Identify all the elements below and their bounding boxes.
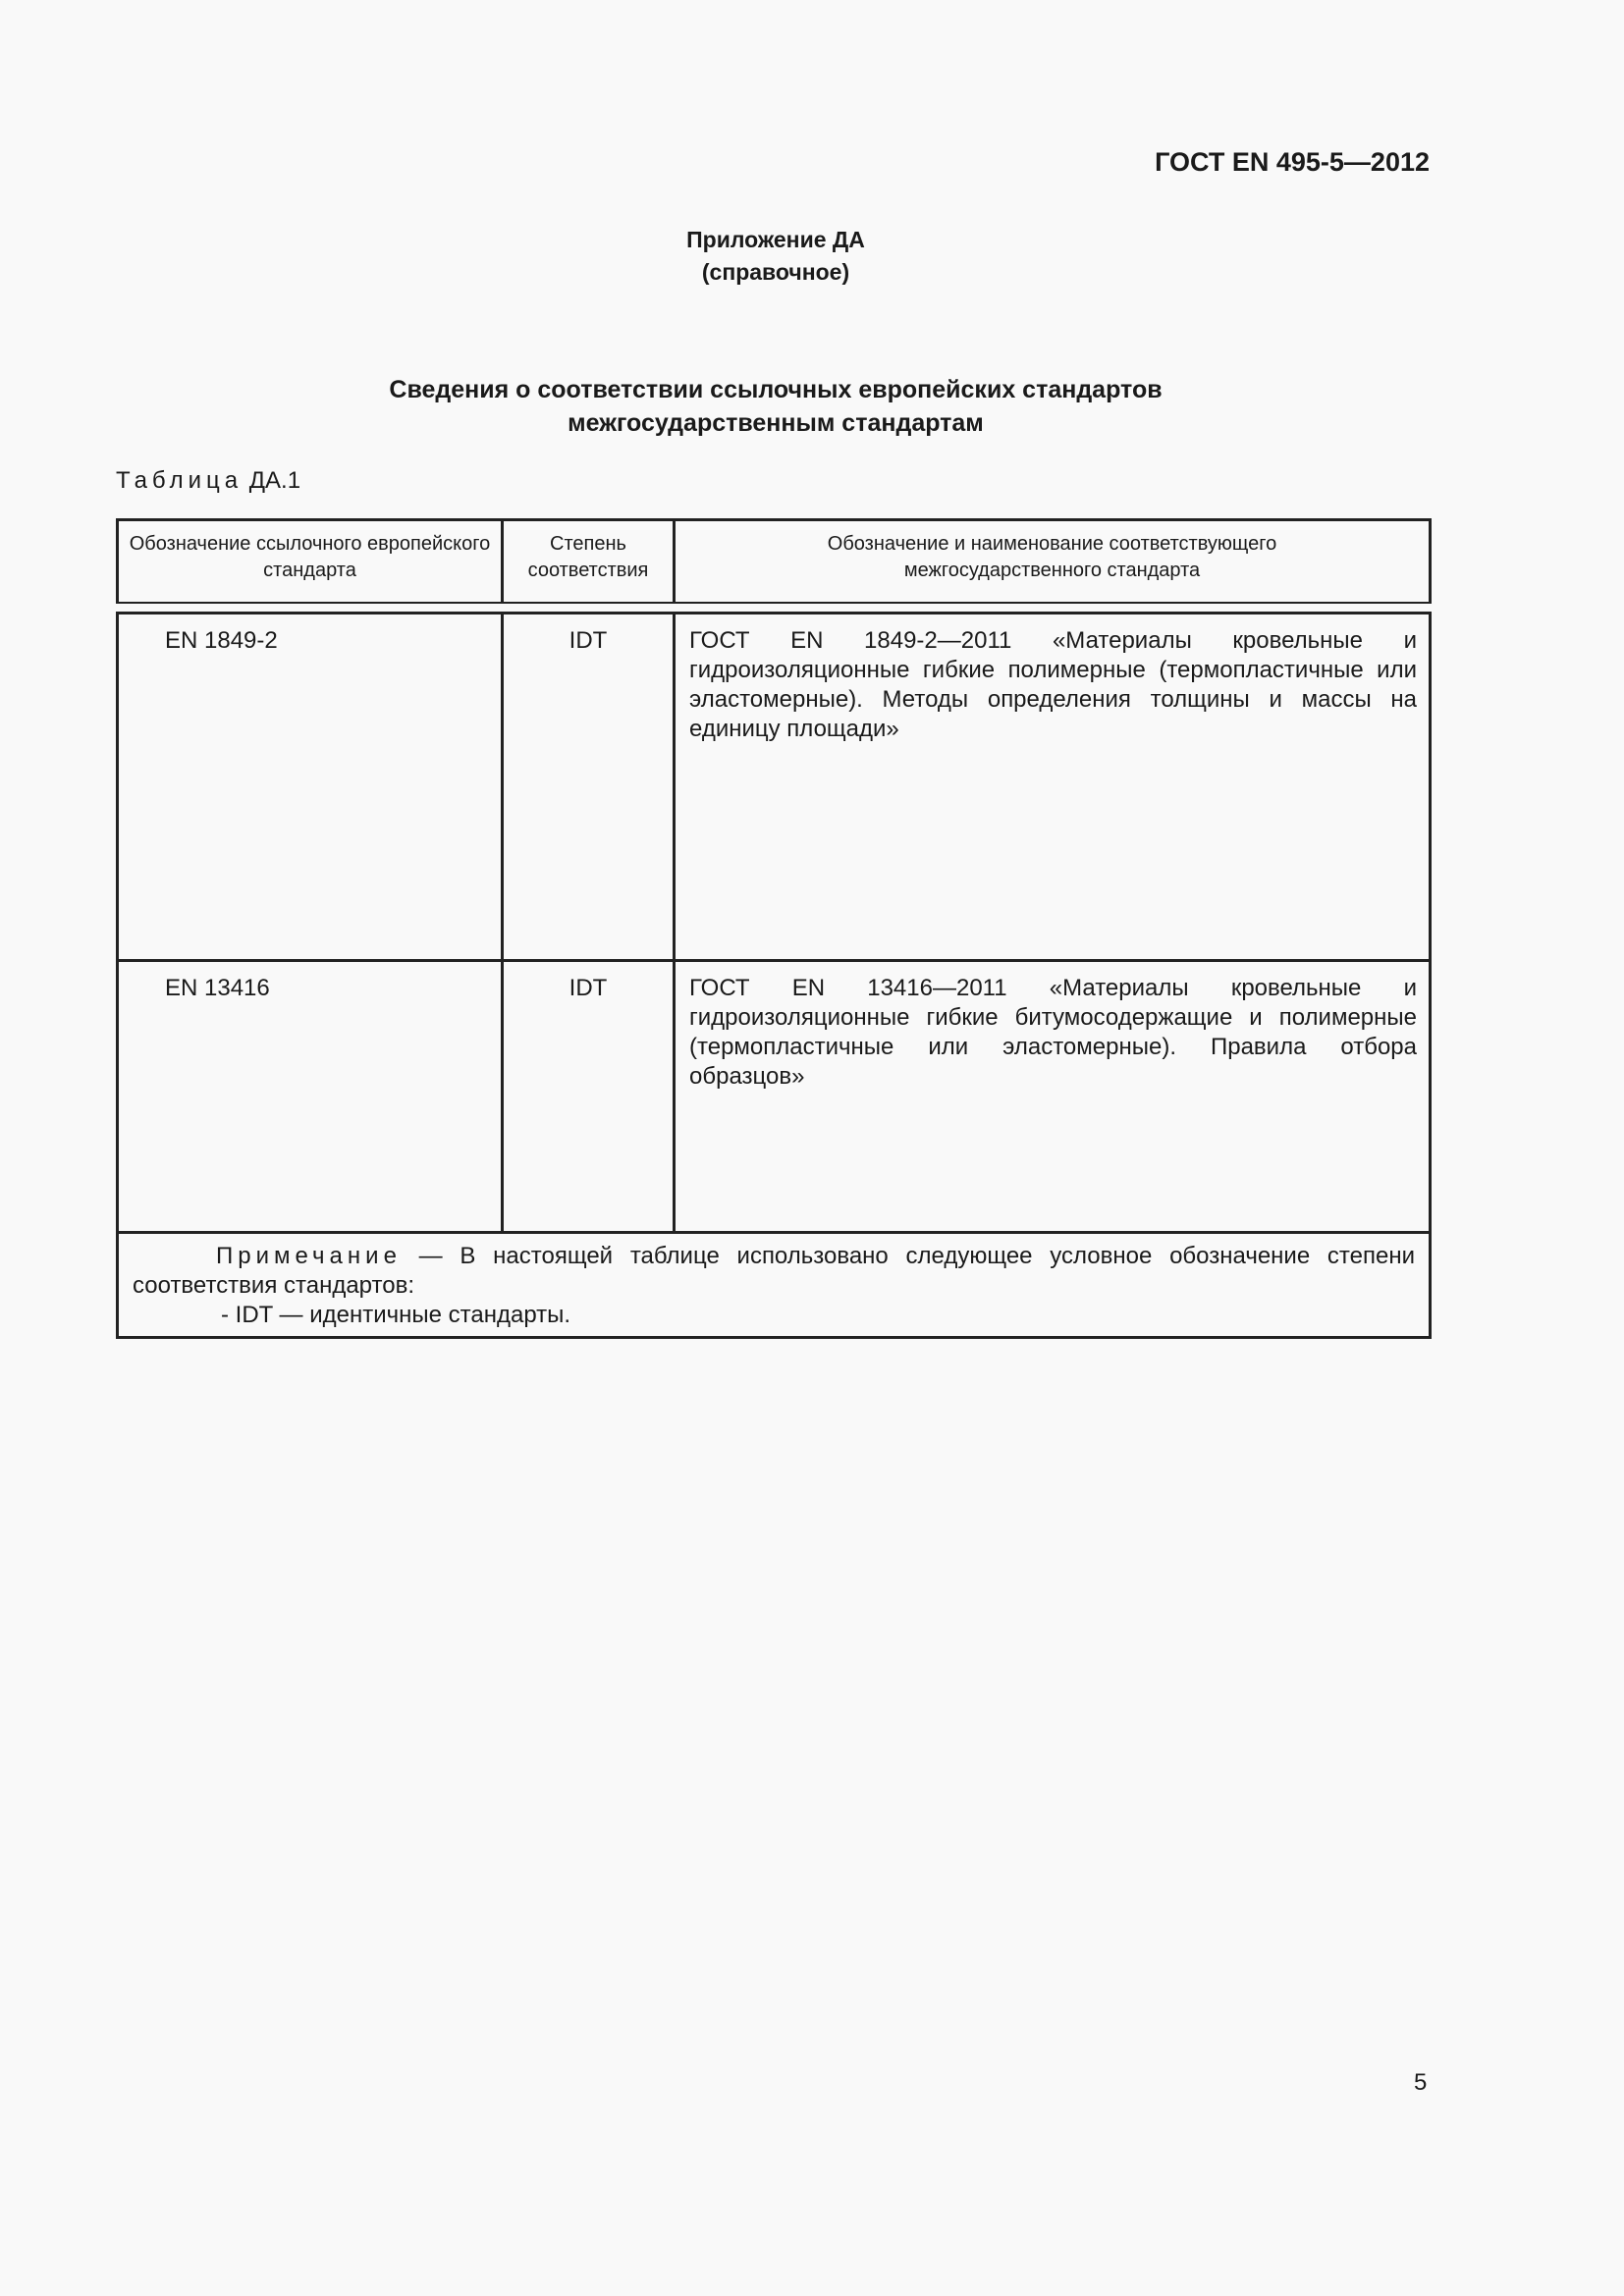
heading-line-1: Сведения о соответствии ссылочных европейских стандартов: [389, 376, 1163, 403]
column-header: [675, 520, 1431, 604]
column-header-text: Обозначение и наименование соответствующего межгосударственного стандарта: [827, 533, 1277, 581]
column-header: Степень соответствия: [503, 520, 675, 604]
table-header-row: [118, 520, 1431, 604]
appendix-title: [0, 224, 1551, 289]
caption-word: Таблица: [116, 467, 244, 494]
caption-number: ДА.1: [243, 467, 301, 494]
ref-standard: EN 1849-2: [118, 614, 503, 961]
note-body: — В настоящей таблице использовано следующее условное обозначение степени соответствия стандартов:: [133, 1243, 1415, 1299]
separator: [118, 603, 1431, 614]
note-item: - IDT — идентичные стандарты.: [221, 1302, 571, 1328]
column-header: Обозначение ссылочного европейского стандарта: [118, 520, 503, 604]
gost-standard: ГОСТ EN 1849-2—2011 «Материалы кровельные и гидроизоляционные гибкие полимерные (термопластичные или эластомерные). Методы определения толщины и массы на единицу площади»: [675, 614, 1431, 961]
heading-line-2: межгосударственным стандартам: [568, 409, 984, 437]
note-text: [133, 1242, 1415, 1301]
ref-standard: EN 13416: [118, 961, 503, 1233]
table-note: [118, 1233, 1431, 1338]
degree: IDT: [503, 961, 675, 1233]
table-caption: [116, 467, 300, 495]
section-heading: [0, 373, 1551, 440]
correspondence-table: [116, 518, 1432, 1339]
table-row: [118, 614, 1431, 961]
header-separator: [118, 603, 1431, 614]
gost-standard: ГОСТ EN 13416—2011 «Материалы кровельные и гидроизоляционные гибкие битумосодержащие и полимерные (термопластичные или эластомерные). Правила отбора образцов»: [675, 961, 1431, 1233]
appendix-label: Приложение ДА: [686, 227, 865, 252]
document-code: ГОСТ EN 495-5—2012: [1155, 147, 1430, 177]
table-row: [118, 961, 1431, 1233]
appendix-type: (справочное): [701, 259, 850, 285]
table-note-row: [118, 1233, 1431, 1338]
note-label: Примечание: [216, 1243, 402, 1269]
page-number: 5: [1414, 2069, 1428, 2096]
degree: IDT: [503, 614, 675, 961]
